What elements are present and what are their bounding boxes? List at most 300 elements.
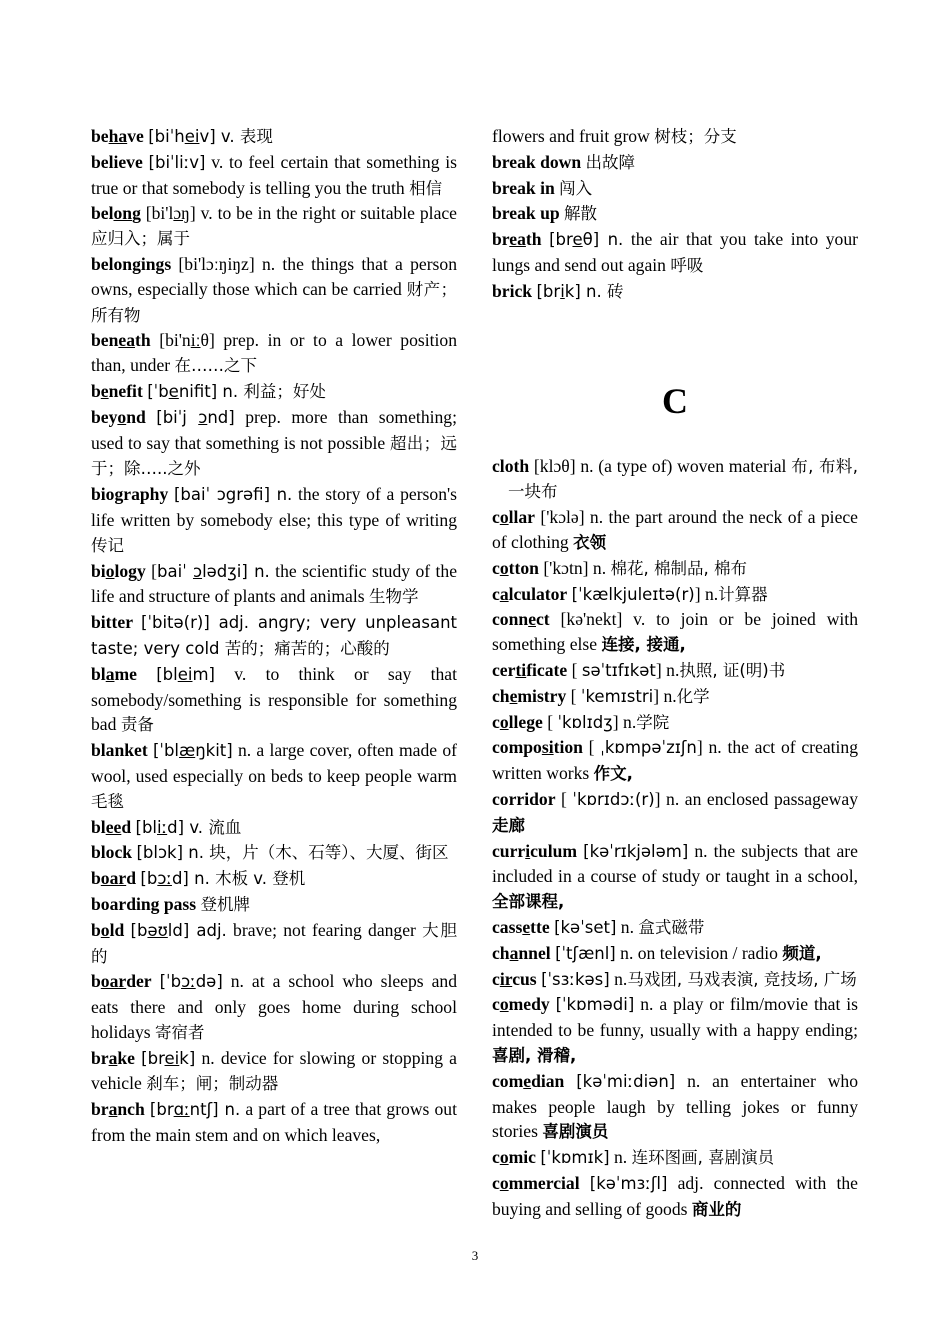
pronunciation: də]	[195, 972, 223, 992]
pronunciation: [biˈliːv]	[148, 152, 206, 172]
entry-behave	[91, 124, 457, 150]
entry-connect	[492, 607, 858, 658]
pronunciation: k] n.	[564, 281, 607, 301]
definition-text: n. a large cover, often made of wool, used especially on beds to keep people warm	[91, 740, 457, 786]
headword: ch	[492, 685, 510, 706]
headword: ha	[108, 126, 128, 146]
entry-brick	[492, 279, 858, 305]
left-column	[91, 124, 457, 1148]
pronunciation: ntʃ] n.	[189, 1100, 241, 1120]
pronunciation: [br	[141, 1048, 165, 1068]
chinese-gloss: 作文,	[593, 764, 633, 784]
headword: nnel	[518, 942, 551, 963]
pronunciation: æ	[179, 741, 196, 761]
entry-comic	[492, 1145, 858, 1171]
definition-text: flowers and fruit grow	[492, 126, 655, 146]
entry-beneath	[91, 328, 457, 379]
definition-text: n. the subjects that are included in a course of study or taught in a school,	[492, 840, 858, 887]
headword: c	[492, 1172, 500, 1193]
chinese-gloss: 超出；远于；除…..之外	[91, 433, 458, 479]
chinese-gloss: 连环图画, 喜剧演员	[631, 1148, 775, 1168]
headword: cloth	[492, 455, 530, 476]
headword: block	[91, 842, 133, 863]
entry-calculator	[492, 582, 858, 608]
pronunciation: səˈtɪfɪkət	[581, 660, 656, 680]
headword: c	[492, 557, 500, 578]
pronunciation: iː	[157, 817, 168, 837]
headword: believe	[91, 151, 143, 172]
headword: b	[91, 380, 101, 401]
headword: b	[91, 868, 101, 889]
definition-text: v. to feel certain that something is true or that somebody is telling you the truth	[91, 151, 457, 198]
headword: llege	[508, 711, 543, 732]
headword: br	[91, 1099, 109, 1120]
headword: a	[108, 1099, 118, 1120]
pronunciation: [ˈkɒmədi]	[555, 995, 635, 1015]
headword: ve	[127, 126, 144, 146]
headword: tte	[530, 916, 550, 937]
pronunciation: i	[560, 281, 565, 301]
pronunciation: m]	[192, 664, 215, 684]
chinese-gloss: 苦的；痛苦的；心酸的	[224, 638, 390, 658]
entry-belong	[91, 201, 457, 252]
pronunciation: [ˈtʃænl]	[555, 943, 616, 963]
definition-text: [	[542, 711, 558, 732]
entry-blanket	[91, 738, 457, 814]
pronunciation: [blɔk] n.	[136, 843, 210, 863]
entry-composition	[492, 735, 858, 787]
pronunciation: [bl	[156, 664, 178, 684]
pronunciation: [ˈb	[159, 972, 182, 992]
headword: e	[528, 609, 536, 630]
definition-text: the scientific study of the life and structure of plants and animals	[91, 560, 458, 607]
pronunciation: əʊ	[147, 920, 168, 940]
chinese-gloss: 大胆的	[91, 920, 458, 966]
entry-belongings	[91, 252, 457, 328]
pronunciation: [baiˈ ɔgrəfi] n.	[173, 485, 293, 505]
headword: ch	[492, 942, 510, 963]
pronunciation: ŋkit]	[195, 741, 233, 761]
headword: ct	[536, 609, 550, 630]
headword: ke	[117, 1047, 135, 1068]
headword: bey	[91, 406, 118, 427]
entry-benefit	[91, 379, 457, 405]
definition-text: n.	[609, 1147, 632, 1168]
pronunciation: [b	[140, 869, 158, 889]
chinese-gloss: 登机	[272, 869, 306, 889]
headword: mmercial	[508, 1172, 580, 1193]
headword: mic	[508, 1147, 536, 1168]
chinese-gloss: 解散	[564, 204, 598, 224]
headword: c	[492, 1147, 500, 1168]
pronunciation: ei	[184, 127, 200, 146]
definition-text: brave; not fearing danger	[226, 919, 423, 940]
headword: culum	[530, 840, 578, 861]
headword: b	[91, 919, 101, 940]
chinese-gloss: 呼吸	[670, 255, 704, 275]
pronunciation: [br	[536, 281, 561, 301]
headword: ea	[509, 229, 526, 250]
definition-text	[137, 664, 156, 684]
chinese-gloss: 频道,	[782, 943, 822, 963]
headword: o	[499, 507, 509, 528]
headword: o	[499, 1172, 509, 1193]
headword: a	[105, 663, 115, 684]
definition-text: ] n. the act of creating written works	[492, 737, 859, 784]
headword: e	[522, 916, 531, 937]
chinese-gloss: 出故障	[585, 152, 636, 172]
chinese-gloss: 执照, 证(明)书	[679, 660, 786, 680]
entry-break-up	[492, 201, 858, 227]
definition-text: [klɔθ] n. (a type of) woven material	[529, 455, 792, 476]
entry-comedy	[492, 992, 858, 1068]
headword: llar	[508, 507, 535, 528]
pronunciation: v.	[248, 869, 273, 889]
definition-text: ] n.	[655, 659, 680, 680]
pronunciation: [br	[149, 1100, 174, 1120]
definition-text: iː	[190, 330, 201, 351]
pronunciation: ɔː	[181, 972, 196, 992]
entry-chemistry	[492, 684, 858, 710]
headword: o	[499, 557, 509, 578]
entry-commercial	[492, 1171, 858, 1223]
chinese-gloss: 财产；所有物	[91, 279, 457, 325]
entry-block	[91, 840, 457, 866]
definition-text: n. at a school who sleeps and eats there and only goes home during school holidays	[91, 971, 458, 1042]
definition-text: ] n. an enclosed passageway	[654, 788, 858, 809]
chinese-gloss: 应归入；属于	[91, 229, 190, 249]
pronunciation: e	[572, 230, 583, 250]
pronunciation: ˈkɒrɪdɔː(r)	[572, 789, 655, 809]
definition-text: ] n.	[612, 711, 637, 732]
pronunciation: ɑː	[173, 1100, 190, 1120]
pronunciation: nifit] n.	[178, 381, 244, 401]
definition-text	[133, 612, 141, 632]
pronunciation: k]	[179, 1048, 196, 1068]
chinese-gloss: 块，片（木、石等）、大厦、街区	[209, 843, 449, 863]
pronunciation: ɔ	[198, 407, 208, 427]
headword: break down	[492, 151, 582, 172]
headword: medy	[508, 994, 550, 1015]
pronunciation: [biˈh	[148, 127, 185, 146]
entry-boarding-pass	[91, 892, 457, 918]
headword: bi	[91, 560, 106, 581]
pronunciation: [kəˈmiːdiən]	[576, 1071, 676, 1091]
pronunciation: ˈkɒlɪdʒ	[557, 712, 613, 732]
headword: c	[492, 583, 500, 604]
pronunciation: [kəˈmɜːʃl]	[589, 1173, 668, 1193]
entry-circus	[492, 967, 858, 993]
headword: ficate	[526, 659, 568, 680]
headword: mistry	[517, 685, 567, 706]
headword: blanket	[91, 740, 148, 761]
definition-text: prep. more than something; used to say that something is not possible	[91, 406, 457, 453]
definition-text: [	[567, 659, 582, 680]
chinese-gloss: 棉花, 棉制品, 棉布	[610, 558, 747, 578]
chinese-gloss: 刹车；闸；制动器	[146, 1074, 279, 1094]
pronunciation: nd]	[207, 407, 235, 427]
headword: on	[113, 203, 133, 224]
definition-text: the air that you take into your lungs and send out again	[492, 229, 858, 275]
entry-bold	[91, 918, 457, 970]
chinese-gloss: 登机牌	[200, 894, 251, 914]
headword: nefit	[108, 380, 143, 401]
headword: cass	[492, 916, 523, 937]
headword: be	[91, 126, 109, 146]
headword: ben	[91, 330, 119, 351]
definition-text: ['kɔlə] n. the part around the neck of a piece of clothing	[492, 507, 858, 552]
chinese-gloss: 盒式磁带	[638, 917, 705, 937]
entry-certificate	[492, 658, 858, 684]
pronunciation: ˈkemɪstri	[580, 686, 654, 706]
entry-blame	[91, 662, 457, 738]
chinese-gloss: 表现	[239, 127, 273, 146]
entry-biology	[91, 559, 457, 611]
pronunciation: [ˈsɜːkəs]	[541, 969, 610, 989]
entry-believe	[91, 150, 457, 202]
pronunciation: [ˈkælkjuleɪtə(r)	[571, 584, 695, 604]
headword: d	[121, 816, 132, 837]
headword: dian	[531, 1070, 565, 1091]
entry-beyond	[91, 405, 457, 482]
chinese-gloss: 利益；好处	[243, 381, 326, 401]
headword: tion	[553, 737, 583, 758]
pronunciation: d] v.	[167, 817, 209, 837]
entry-breath	[492, 227, 858, 279]
entry-comedian	[492, 1069, 858, 1145]
headword: ti	[515, 659, 527, 680]
headword: bl	[91, 663, 106, 684]
pronunciation: θ] n.	[582, 230, 624, 250]
pronunciation: [br	[549, 230, 573, 250]
pronunciation: v] v.	[199, 127, 240, 146]
definition-text: n. on television / radio	[615, 942, 783, 963]
pronunciation: e	[168, 381, 179, 401]
headword: c	[492, 507, 500, 528]
pronunciation: [ˈbl	[152, 741, 179, 761]
headword: o	[499, 994, 509, 1015]
definition-text: v. to think or say that somebody/something is responsible for something bad	[91, 663, 457, 735]
headword: th	[135, 330, 151, 351]
headword: a	[108, 1047, 118, 1068]
headword: ea	[118, 330, 135, 351]
entry-break-down	[492, 150, 858, 176]
headword: br	[492, 229, 510, 250]
definition-text: ] n.	[653, 685, 677, 706]
headword: c	[492, 968, 500, 989]
chinese-gloss: 连接, 接通,	[601, 635, 686, 655]
right-column-b-entries	[492, 124, 858, 305]
pronunciation: [bl	[135, 817, 158, 837]
entry-boarder	[91, 969, 457, 1045]
definition-text	[542, 229, 550, 249]
definition-text: ] n.	[694, 583, 719, 604]
headword: b	[91, 971, 101, 992]
chinese-gloss: 在……之下	[174, 356, 258, 376]
chinese-gloss: 走廊	[492, 815, 525, 835]
headword: o	[499, 711, 509, 732]
pronunciation: [biˈj	[156, 407, 199, 427]
headword: ir	[499, 968, 513, 989]
headword: cer	[492, 659, 516, 680]
entry-cassette	[492, 915, 858, 941]
definition-text: [	[555, 788, 573, 809]
pronunciation: ei	[177, 664, 193, 684]
pronunciation: baiˈ	[157, 561, 193, 581]
entry-college	[492, 710, 858, 736]
headword: curr	[492, 840, 526, 861]
headword: der	[126, 971, 152, 992]
definition-text	[152, 971, 160, 991]
headword: e	[509, 685, 518, 706]
headword: e	[100, 380, 109, 401]
entry-bleed	[91, 815, 457, 841]
entry-brake	[91, 1046, 457, 1098]
chinese-gloss: 树枝；分支	[654, 127, 737, 146]
entry-branch	[91, 1097, 457, 1148]
chinese-gloss: 学院	[636, 712, 670, 732]
pronunciation: ɔː	[157, 869, 172, 889]
headword: o	[100, 919, 110, 940]
definition-text: n.	[609, 968, 628, 989]
entry-biography	[91, 482, 457, 558]
headword: compo	[492, 737, 542, 758]
definition-text: [	[566, 685, 581, 706]
chinese-gloss: 计算器	[718, 584, 768, 604]
right-column-c-entries	[492, 454, 858, 1223]
pronunciation: [kəˈset]	[554, 917, 617, 937]
headword: o	[499, 1147, 509, 1168]
pronunciation: lədʒi] n.	[202, 561, 270, 581]
pronunciation: d] n.	[171, 869, 216, 889]
headword: com	[492, 1070, 524, 1091]
definition-text: θ] prep. in or to a lower position than, under	[91, 330, 457, 376]
chinese-gloss: 闯入	[559, 178, 593, 198]
headword: nch	[117, 1099, 145, 1120]
chinese-gloss: 木板	[215, 869, 249, 889]
headword: logy	[114, 560, 146, 581]
headword: brick	[492, 280, 533, 301]
chinese-gloss: 商业的	[691, 1199, 742, 1219]
headword: nd	[126, 406, 146, 427]
definition-text: [bi'n	[150, 330, 191, 351]
entry-channel	[492, 941, 858, 967]
pronunciation: [ˈkɒmɪk]	[540, 1148, 610, 1168]
chinese-gloss: 全部课程,	[492, 892, 565, 912]
headword: br	[91, 1047, 109, 1068]
entry-curriculum	[492, 839, 858, 915]
headword: boarding pass	[91, 893, 197, 914]
headword: cus	[512, 968, 537, 989]
chinese-gloss: 喜剧, 滑稽,	[492, 1045, 577, 1065]
headword: lculator	[508, 583, 568, 604]
chinese-gloss: 责备	[120, 715, 154, 735]
headword: si	[541, 737, 554, 758]
chinese-gloss: 化学	[676, 686, 710, 706]
pronunciation: ˌkɒmpəˈzɪʃn	[600, 738, 697, 758]
headword: corridor	[492, 788, 556, 809]
headword: bel	[91, 203, 114, 224]
headword: bl	[91, 816, 106, 837]
chinese-gloss: 喜剧演员	[542, 1122, 609, 1142]
chinese-gloss: 传记	[91, 535, 124, 555]
definition-text: ] v. to be in the right or suitable place	[189, 203, 457, 224]
headword: o	[105, 560, 115, 581]
headword: c	[492, 711, 500, 732]
entry-cloth	[492, 454, 858, 506]
headword: oar	[100, 971, 127, 992]
definition-text: ɔŋ	[173, 203, 190, 224]
headword: i	[525, 840, 531, 861]
headword: me	[114, 663, 137, 684]
entry-board	[91, 866, 457, 892]
headword: ld	[109, 919, 125, 940]
headword: a	[509, 942, 519, 963]
definition-text	[146, 407, 157, 427]
chinese-gloss: 相信	[409, 178, 443, 198]
headword: belongings	[91, 253, 172, 274]
chinese-gloss: 马戏团, 马戏表演, 竞技场, 广场	[627, 969, 857, 989]
definition-text: [	[582, 737, 601, 758]
entry-collar	[492, 505, 858, 556]
entry-break-in	[492, 176, 858, 202]
chinese-gloss: 生物学	[369, 587, 419, 607]
chinese-gloss: 毛毯	[91, 791, 124, 811]
definition-text: [bi'lɔːŋiŋz] n. the things that a person owns, especially those which can be carried	[91, 253, 457, 299]
headword: conn	[492, 609, 529, 630]
definition-text: a part of a tree that grows out from the main stem and on which leaves,	[91, 1099, 457, 1146]
headword: c	[492, 994, 500, 1015]
definition-text: the story of a person's life written by somebody else; this type of writing	[91, 484, 458, 530]
pronunciation: [ˈb	[147, 381, 169, 401]
pronunciation: [b	[130, 920, 148, 940]
headword: a	[499, 583, 509, 604]
headword: tton	[508, 557, 539, 578]
definition-text: adj. connected with the buying and selling of goods	[492, 1172, 858, 1219]
chinese-gloss: 流血	[208, 817, 242, 837]
definition-text: n.	[616, 916, 639, 937]
entry-branch-cont	[492, 124, 858, 150]
headword: o	[117, 406, 127, 427]
section-letter-heading: C	[662, 380, 688, 421]
right-column	[492, 124, 858, 1222]
headword: d	[126, 868, 136, 889]
headword: oar	[100, 868, 127, 889]
pronunciation: [ˈbitə(r)] adj. angry; very unpleasant taste; very cold	[91, 613, 458, 658]
headword: break in	[492, 177, 555, 198]
chinese-gloss: 寄宿者	[155, 1022, 205, 1042]
headword: biography	[91, 484, 169, 505]
pronunciation: ei	[164, 1048, 180, 1068]
definition-text: n. an entertainer who makes people laugh by telling jokes or funny stories	[492, 1070, 858, 1142]
headword: g	[132, 203, 141, 224]
page-number: 3	[471, 1248, 479, 1263]
pronunciation: ɔ	[192, 561, 203, 581]
definition-text	[580, 1173, 590, 1193]
definition-text: n. a play or film/movie that is intended to be funny, usually with a happy ending;	[492, 994, 858, 1041]
definition-text: [bi'l	[140, 203, 174, 224]
pronunciation: ld] adj.	[167, 920, 227, 940]
chinese-gloss: 砖	[606, 281, 624, 301]
pronunciation: [kəˈrɪkjələm]	[583, 841, 689, 861]
chinese-gloss: 布, 布料, 一块布	[508, 456, 858, 502]
headword: e	[523, 1070, 532, 1091]
headword: th	[525, 229, 542, 250]
headword: bitter	[91, 612, 134, 633]
entry-bitter	[91, 610, 457, 662]
definition-text: [	[145, 560, 158, 581]
headword: ee	[105, 816, 122, 837]
